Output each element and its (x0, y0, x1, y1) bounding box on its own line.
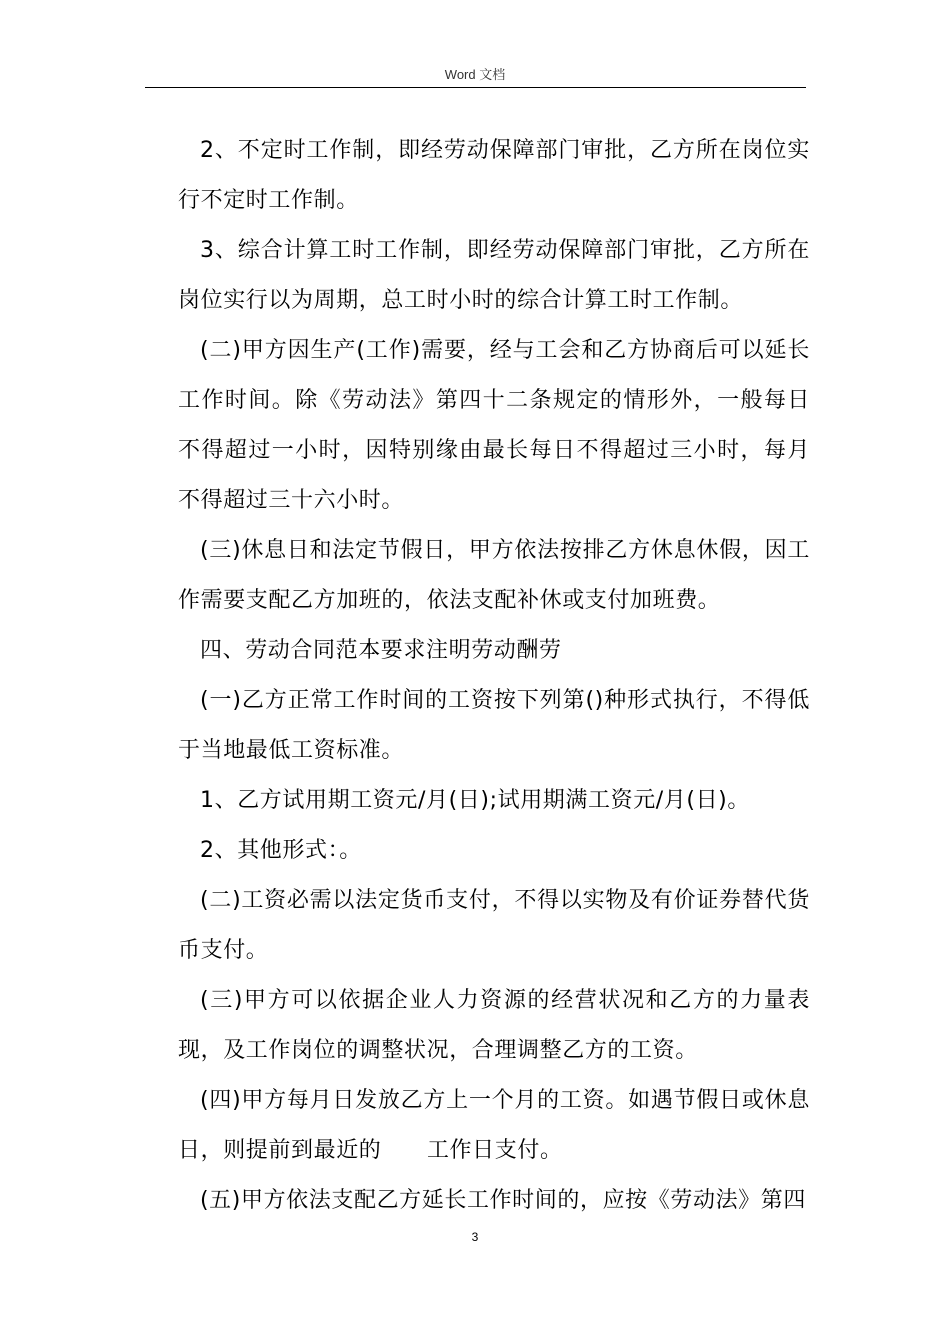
paragraph: (二)甲方因生产(工作)需要，经与工会和乙方协商后可以延长工作时间。除《劳动法》第四十二条规定的情形外，一般每日不得超过一小时，因特别缘由最长每日不得超过三小时，每月不得超过三十六小时。 (178, 338, 810, 513)
page-number: 3 (471, 1230, 479, 1244)
header-divider (145, 87, 806, 88)
paragraph: (一)乙方正常工作时间的工资按下列第()种形式执行，不得低于当地最低工资标准。 (178, 688, 810, 763)
paragraph: (三)休息日和法定节假日，甲方依法按排乙方休息休假，因工作需要支配乙方加班的，依法支配补休或支付加班费。 (178, 538, 810, 613)
document-body (178, 126, 810, 1226)
paragraph: (二)工资必需以法定货币支付，不得以实物及有价证券替代货币支付。 (178, 888, 810, 963)
paragraph: (四)甲方每月日发放乙方上一个月的工资。如遇节假日或休息日，则提前到最近的 工作日支付。 (178, 1088, 810, 1163)
paragraph: 2、其他形式：。 (200, 838, 362, 863)
paragraph: (三)甲方可以依据企业人力资源的经营状况和乙方的力量表现，及工作岗位的调整状况，合理调整乙方的工资。 (178, 988, 810, 1063)
paragraph: 1、乙方试用期工资元/月(日);试用期满工资元/月(日)。 (200, 788, 750, 813)
paragraph: 3、综合计算工时工作制，即经劳动保障部门审批，乙方所在岗位实行以为周期，总工时小时的综合计算工时工作制。 (178, 238, 810, 313)
paragraph: 2、不定时工作制，即经劳动保障部门审批，乙方所在岗位实行不定时工作制。 (178, 138, 810, 213)
section-heading: 四、劳动合同范本要求注明劳动酬劳 (200, 638, 562, 663)
page-header-title: Word 文档 (444, 67, 506, 82)
paragraph: (五)甲方依法支配乙方延长工作时间的，应按《劳动法》第四 (200, 1188, 806, 1213)
